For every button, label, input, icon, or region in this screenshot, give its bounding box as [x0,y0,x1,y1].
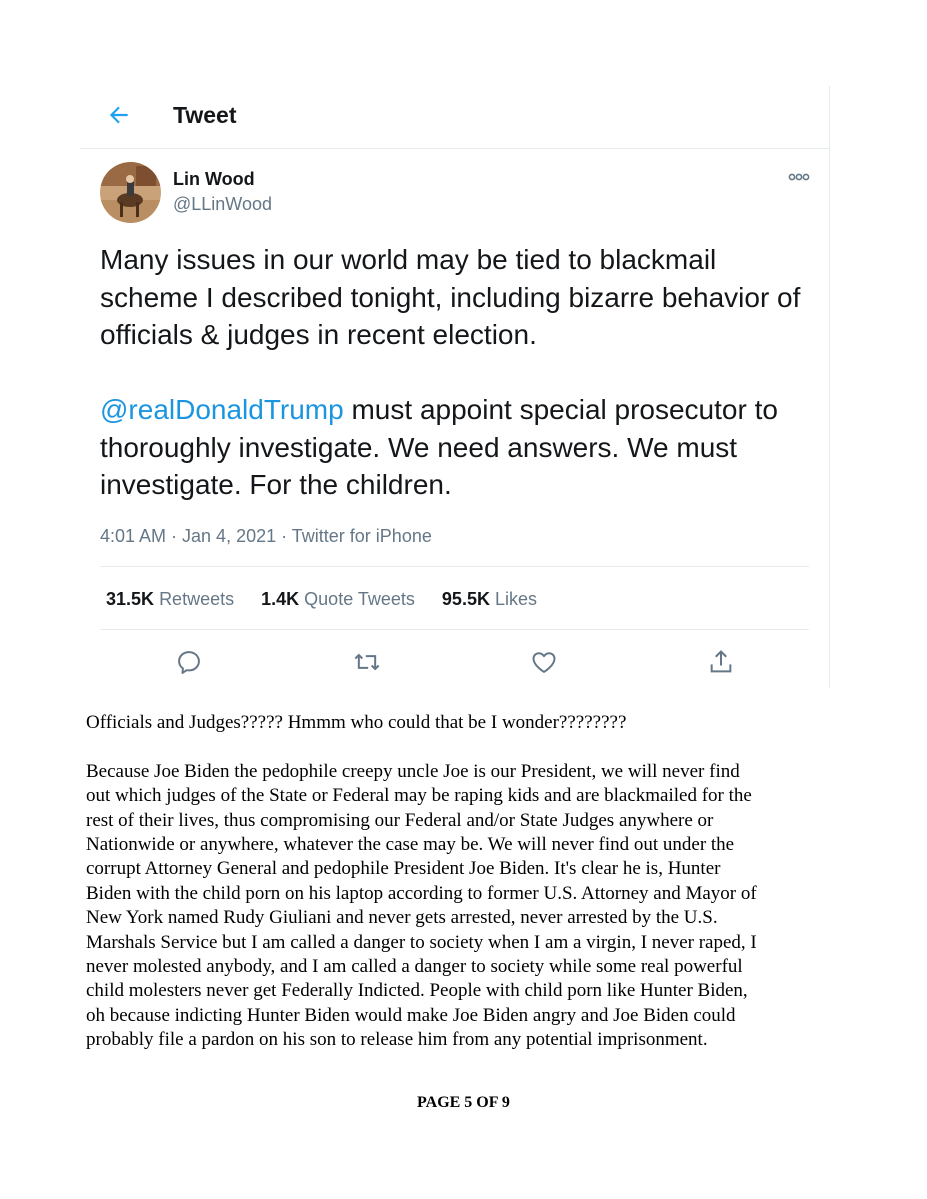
avatar-photo-icon [100,162,161,223]
document-line: corrupt Attorney General and pedophile President Joe Biden. It's clear he is, Hunter [86,858,721,880]
share-icon[interactable] [707,648,735,676]
quotes-stat[interactable] [261,589,415,609]
quotes-count: 1.4K [261,589,300,609]
document-line: Biden with the child porn on his laptop according to former U.S. Attorney and Mayor of [86,882,757,904]
avatar[interactable] [100,162,161,223]
document-line: oh because indicting Hunter Biden would make Joe Biden angry and Joe Biden could [86,1004,736,1026]
document-line: probably file a pardon on his son to release him from any potential imprisonment. [86,1029,708,1051]
document-line: out which judges of the State or Federal may be raping kids and are blackmailed for the [86,785,752,807]
likes-count: 95.5K [441,589,490,609]
mention-link[interactable]: @realDonaldTrump [100,394,344,425]
divider [100,566,809,567]
tweet-header [80,86,829,149]
document-line: Because Joe Biden the pedophile creepy uncle Joe is our President, we will never find [86,760,740,782]
tweet-timestamp[interactable]: 4:01 AM · Jan 4, 2021 · Twitter for iPhone [100,526,432,546]
retweets-label: Retweets [159,589,235,609]
author-handle[interactable]: @LLinWood [173,194,272,214]
quotes-label: Quote Tweets [304,589,415,609]
retweets-stat[interactable] [106,589,234,609]
reply-icon[interactable] [175,648,203,676]
likes-stat[interactable] [442,589,537,609]
tweet-text-paragraph: Many issues in our world may be tied to blackmail scheme I described tonight, including bizarre behavior of officials & judges in recent election. [100,244,801,350]
document-line: rest of their lives, thus compromising our Federal and/or State Judges anywhere or [86,809,714,831]
document-line: never molested anybody, and I am called a danger to society while some real powerful [86,956,743,978]
tweet-text-paragraph [100,391,820,504]
retweet-icon[interactable] [353,648,381,676]
tweet-screenshot [80,86,830,688]
document-line: Nationwide or anywhere, whatever the case may be. We will never find out under the [86,834,735,856]
author-name[interactable]: Lin Wood [173,169,255,189]
divider [100,629,809,630]
page-number: PAGE 5 OF 9 [417,1094,510,1111]
retweets-count: 31.5K [106,589,155,609]
document-body [86,711,856,1053]
document-line: New York named Rudy Giuliani and never gets arrested, never arrested by the U.S. [86,907,718,929]
more-icon[interactable] [788,172,810,182]
document-paragraph [86,760,856,1053]
document-line: Marshals Service but I am called a danger to society when I am a virgin, I never raped, I [86,931,757,953]
likes-label: Likes [494,589,538,609]
tweet-stats [106,589,559,610]
document-paragraph: Officials and Judges????? Hmmm who could that be I wonder???????? [86,712,627,733]
header-title: Tweet [173,102,237,128]
tweet-text-rest: must appoint special prosecutor to thoroughly investigate. We need answers. We must investigate. For the children. [100,394,778,500]
tweet-text [100,241,820,504]
back-arrow-icon[interactable] [106,102,132,128]
document-line: child molesters never get Federally Indicted. People with child porn like Hunter Biden, [86,980,748,1002]
like-icon[interactable] [530,648,558,676]
